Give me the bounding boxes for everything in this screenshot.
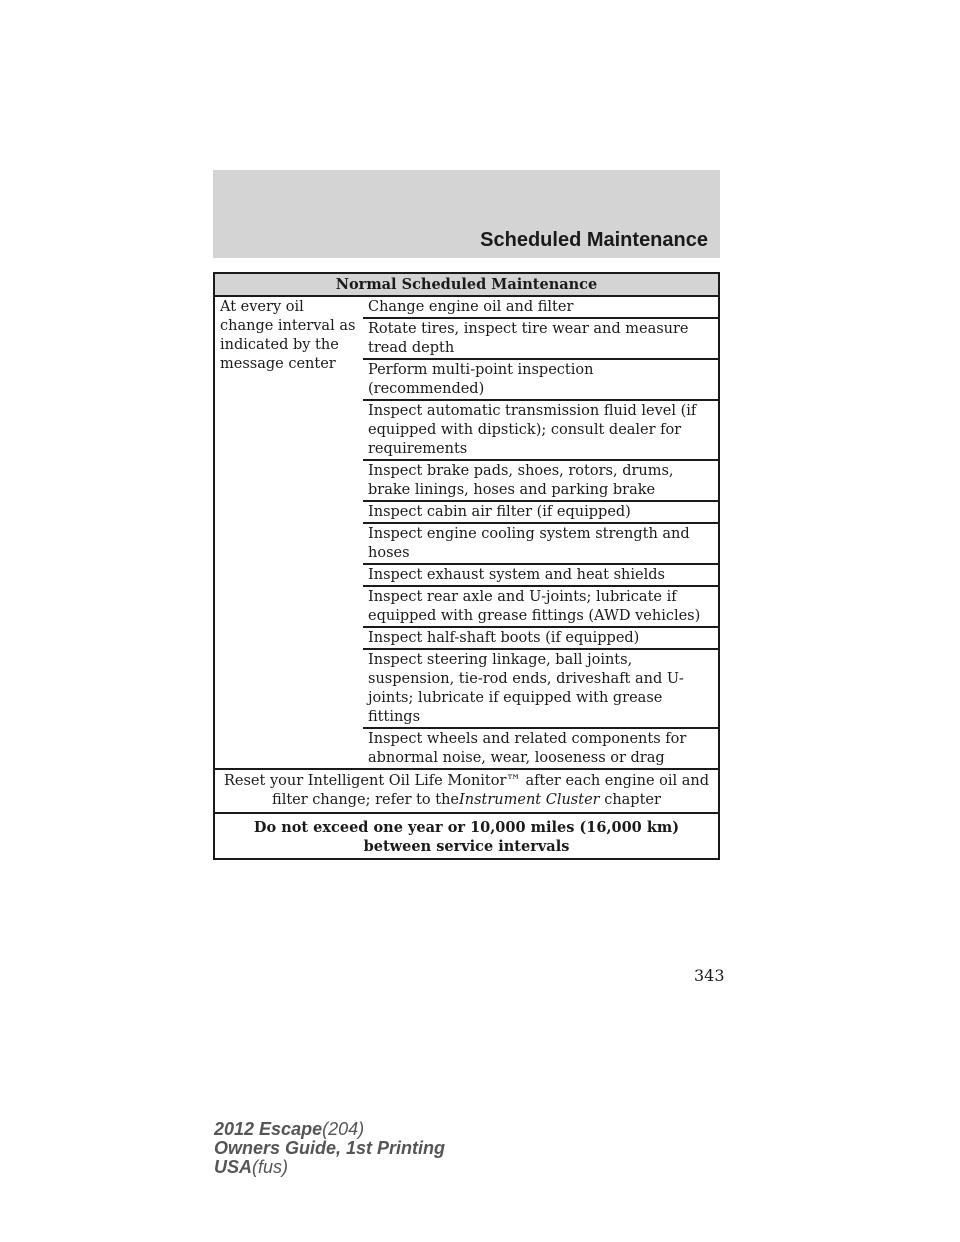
task-cell: Change engine oil and filter xyxy=(363,296,719,318)
footer-market-code: (fus) xyxy=(252,1157,289,1177)
chapter-reference: Instrument Cluster xyxy=(459,792,600,808)
interval-cell: At every oil change interval as indicated by the message center xyxy=(214,296,363,769)
table-row xyxy=(214,296,719,318)
footer-model: 2012 Escape xyxy=(214,1119,323,1139)
table-title: Normal Scheduled Maintenance xyxy=(214,273,719,296)
task-cell: Inspect engine cooling system strength and hoses xyxy=(363,523,719,564)
footer-line-guide xyxy=(214,1139,445,1158)
limit-note-row xyxy=(214,813,719,859)
task-cell: Inspect cabin air filter (if equipped) xyxy=(363,501,719,523)
section-header-band xyxy=(213,170,720,258)
table-title-row xyxy=(214,273,719,296)
footer-line-model xyxy=(214,1120,445,1139)
task-cell: Inspect wheels and related components for abnormal noise, wear, looseness or drag xyxy=(363,728,719,769)
page-number: 343 xyxy=(694,966,725,985)
maintenance-table xyxy=(213,272,720,860)
footer-model-code: (204) xyxy=(322,1119,365,1139)
footer-line-market xyxy=(214,1158,445,1177)
section-title: Scheduled Maintenance xyxy=(480,229,708,251)
task-cell: Inspect half-shaft boots (if equipped) xyxy=(363,627,719,649)
reset-note xyxy=(214,769,719,813)
document-footer xyxy=(214,1120,445,1177)
reset-note-row xyxy=(214,769,719,813)
service-interval-limit-note: Do not exceed one year or 10,000 miles (16,000 km) between service intervals xyxy=(214,813,719,859)
task-cell: Inspect steering linkage, ball joints, suspension, tie-rod ends, driveshaft and U-joints; lubricate if equipped with grease fittings xyxy=(363,649,719,728)
task-cell: Inspect automatic transmission fluid level (if equipped with dipstick); consult dealer for requirements xyxy=(363,400,719,460)
task-cell: Perform multi-point inspection (recommended) xyxy=(363,359,719,400)
footer-guide: Owners Guide, 1st Printing xyxy=(214,1138,446,1158)
footer-market: USA xyxy=(214,1157,253,1177)
task-cell: Inspect exhaust system and heat shields xyxy=(363,564,719,586)
reset-note-text: Reset your Intelligent Oil Life Monitor™ after each engine oil and filter change; refer to the xyxy=(223,773,710,808)
reset-note-suffix: chapter xyxy=(604,792,661,808)
task-cell: Inspect rear axle and U-joints; lubricate if equipped with grease fittings (AWD vehicles) xyxy=(363,586,719,627)
task-cell: Inspect brake pads, shoes, rotors, drums, brake linings, hoses and parking brake xyxy=(363,460,719,501)
task-cell: Rotate tires, inspect tire wear and measure tread depth xyxy=(363,318,719,359)
